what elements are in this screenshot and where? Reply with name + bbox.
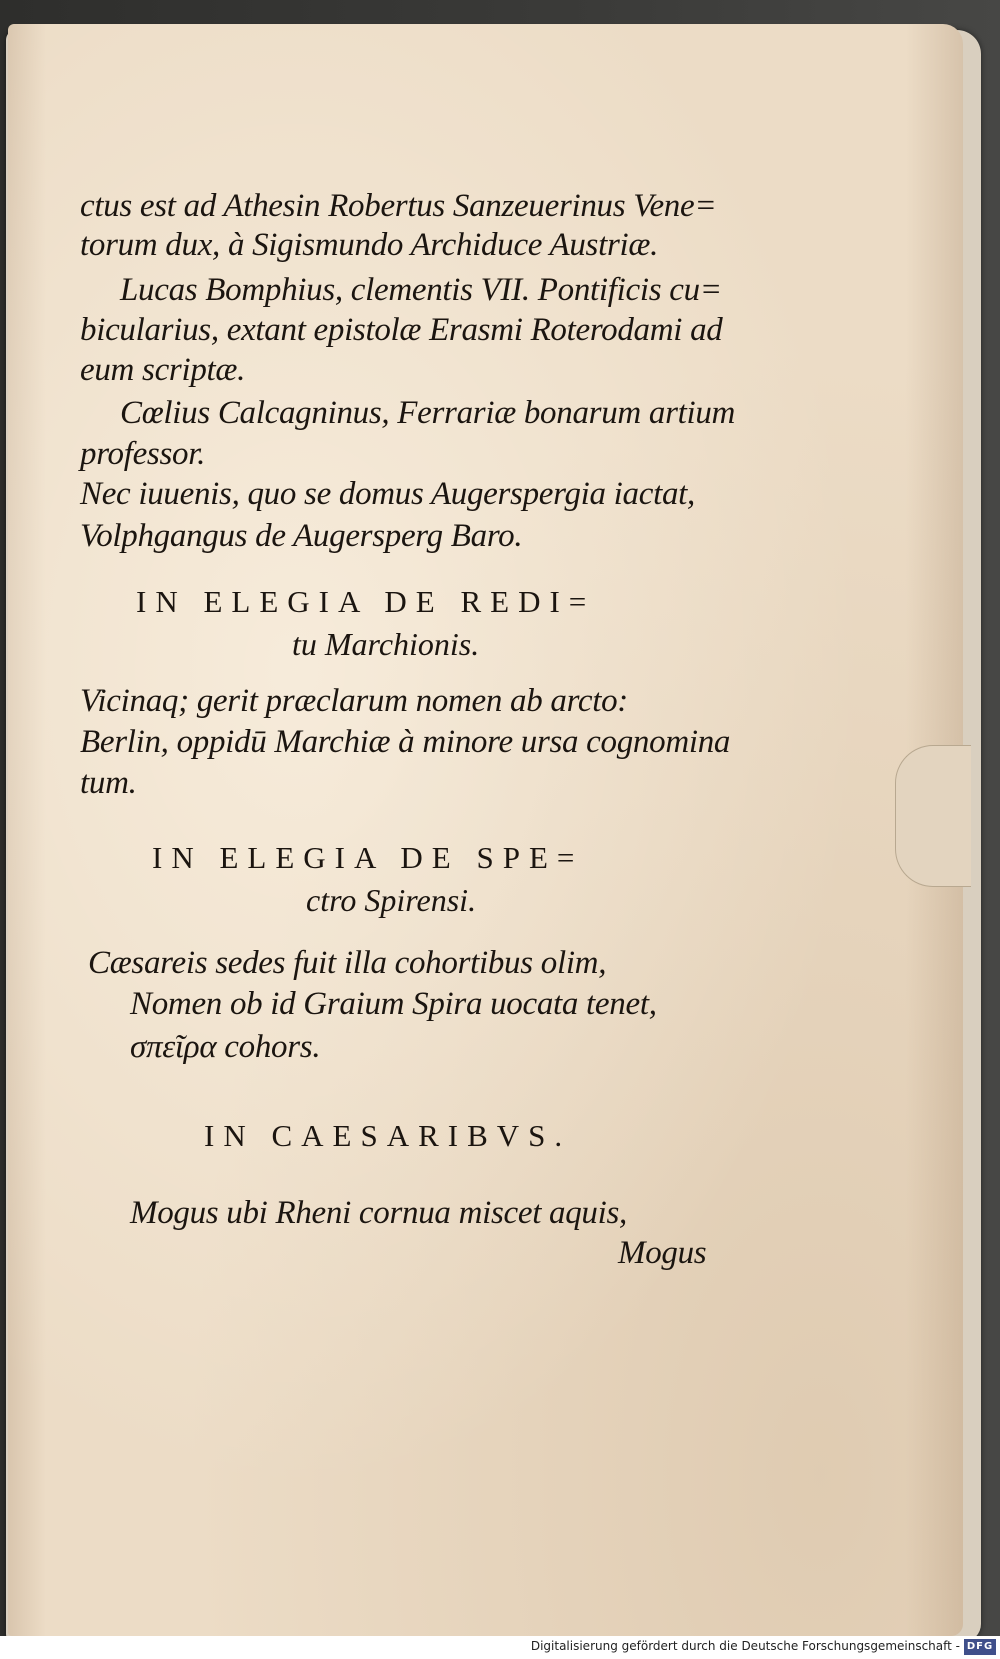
text-line: eum scriptæ. (80, 352, 246, 388)
text-line: Volphgangus de Augersperg Baro. (80, 518, 523, 554)
section-heading: IN ELEGIA DE REDI= (136, 584, 596, 619)
footer-credit: Digitalisierung gefördert durch die Deutsche Forschungsgemeinschaft - (530, 1639, 960, 1653)
text-line: ctus est ad Athesin Robertus Sanzeuerinus Vene= (80, 188, 717, 224)
footer-bar (0, 1636, 1000, 1659)
text-line: Lucas Bomphius, clementis VII. Pontificis cu= (120, 272, 722, 308)
section-heading-subline: tu Marchionis. (292, 626, 480, 662)
text-line: professor. (80, 436, 206, 472)
text-line: Nec iuuenis, quo se domus Augerspergia iactat, (80, 476, 695, 512)
text-line: Vicinaq; gerit præclarum nomen ab arcto: (80, 683, 629, 719)
catchword: Mogus (618, 1235, 707, 1271)
text-line: torum dux, à Sigismundo Archiduce Austriæ. (80, 227, 659, 263)
verse-line: σπεῖρα cohors. (130, 1029, 321, 1065)
dfg-logo: DFG (964, 1639, 996, 1655)
text-line: Berlin, oppidū Marchiæ à minore ursa cognomina (80, 724, 731, 760)
verse-line: Nomen ob id Graium Spira uocata tenet, (130, 986, 657, 1022)
text-line: tum. (80, 765, 137, 801)
section-heading: IN ELEGIA DE SPE= (152, 840, 584, 875)
section-heading: IN CAESARIBVS. (204, 1118, 572, 1153)
section-heading-subline: ctro Spirensi. (306, 882, 477, 918)
text-line: bicularius, extant epistolæ Erasmi Roterodami ad (80, 312, 723, 348)
verse-line: Cæsareis sedes fuit illa cohortibus olim, (88, 945, 607, 981)
verse-line: Mogus ubi Rheni cornua miscet aquis, (130, 1195, 627, 1231)
text-line: Cœlius Calcagninus, Ferrariæ bonarum artium (120, 395, 736, 431)
